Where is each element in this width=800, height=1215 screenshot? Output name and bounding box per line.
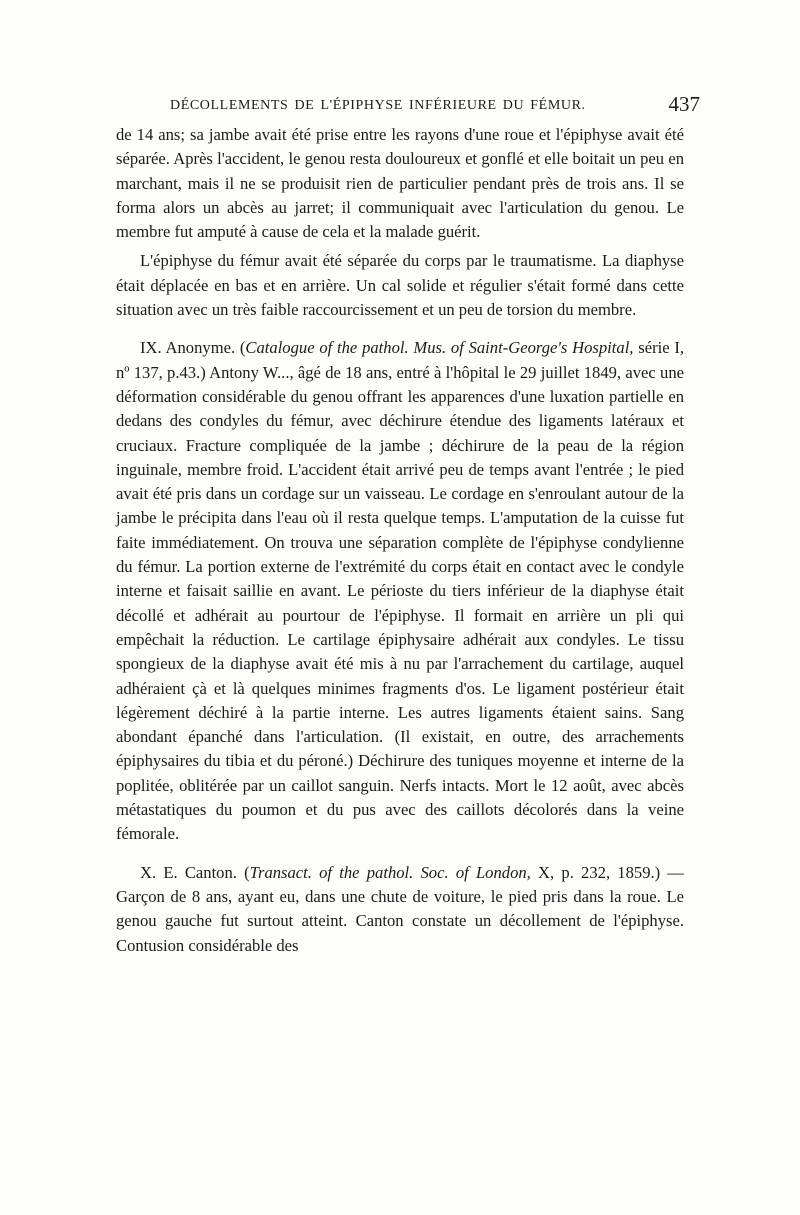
paragraph-continuation bbox=[116, 123, 684, 244]
running-header bbox=[170, 92, 700, 118]
citation-title: Transact. of the pathol. Soc. of London, bbox=[249, 862, 531, 882]
case-intro: X. E. Canton. ( bbox=[140, 862, 250, 882]
case-text: série I, nº 137, p.43.) Antony W..., âgé de 18 ans, entré à l'hôpital le 29 juillet 1849, avec une déformation considérable du genou offrant les apparences d'une luxation partielle en dedans des condyles du fémur, avec déchirure étendue des ligaments latéraux et cruciaux. Fracture compliquée de la jambe ; déchirure de la peau de la région inguinale, membre froid. L'accident était arrivé peu de temps avant l'entrée ; le pied avait été pris dans un cordage sur un vaisseau. Le cordage en s'enroulant autour de la jambe le précipita dans l'eau où il resta quelque temps. L'amputation de la cuisse fut faite immédiatement. On trouva une séparation complète de l'épiphyse condylienne du fémur. La portion externe de l'extrémité du corps était en contact avec le condyle interne et faisait saillie en avant. Le périoste du tiers inférieur de la diaphyse était décollé et adhérait au pourtour de l'épiphyse. Il formait en arrière un pli qui empêchait la réduction. Le cartilage épiphysaire adhérait aux condyles. Le tissu spongieux de la diaphyse avait été mis à nu par l'arrachement du cartilage, auquel adhéraient çà et là quelques minimes fragments d'os. Le ligament postérieur était légèrement déchiré à la partie interne. Les autres ligaments étaient sains. Sang abondant épanché dans l'articulation. (Il existait, en outre, des arrachements épiphysaires du tibia et du péroné.) Déchirure des tuniques moyenne et interne de la poplitée, oblitérée par un caillot sanguin. Nerfs intacts. Mort le 12 août, avec abcès métastatiques du poumon et du pus avec des caillots décolorés dans la veine fémorale. bbox=[116, 338, 685, 844]
body-text bbox=[116, 123, 684, 963]
running-title: DÉCOLLEMENTS DE L'ÉPIPHYSE INFÉRIEURE DU FÉMUR. bbox=[170, 98, 586, 113]
paragraph-text: L'épiphyse du fémur avait été séparée du corps par le traumatisme. La diaphyse était déplacée en bas et en arrière. Un cal solide et régulier s'était formé dans cette situation avec un très faible raccourcissement et un peu de torsion du membre. bbox=[116, 251, 684, 320]
paragraph-text: de 14 ans; sa jambe avait été prise entre les rayons d'une roue et l'épiphyse avait été séparée. Après l'accident, le genou resta douloureux et gonflé et elle boitait un peu en marchant, mais il ne se produisit rien de particulier pendant près de trois ans. Il se forma alors un abcès au jarret; il communiquait avec l'articulation du genou. Le membre fut amputé à cause de cela et la malade guérit. bbox=[116, 125, 684, 242]
case-text: X, p. 232, 1859.) — Garçon de 8 ans, ayant eu, dans une chute de voiture, le pied pris dans la roue. Le genou gauche fut surtout atteint. Canton constate un décollement de l'épiphyse. Contusion considérable des bbox=[116, 862, 684, 955]
paragraph-case-ix bbox=[116, 336, 684, 846]
paragraph-case-x bbox=[116, 861, 684, 958]
case-intro: IX. Anonyme. ( bbox=[140, 338, 246, 358]
citation-title: Catalogue of the pathol. Mus. of Saint-George's Hospital, bbox=[245, 338, 634, 358]
page-number: 437 bbox=[668, 92, 700, 116]
paragraph-epiphysis bbox=[116, 249, 684, 322]
